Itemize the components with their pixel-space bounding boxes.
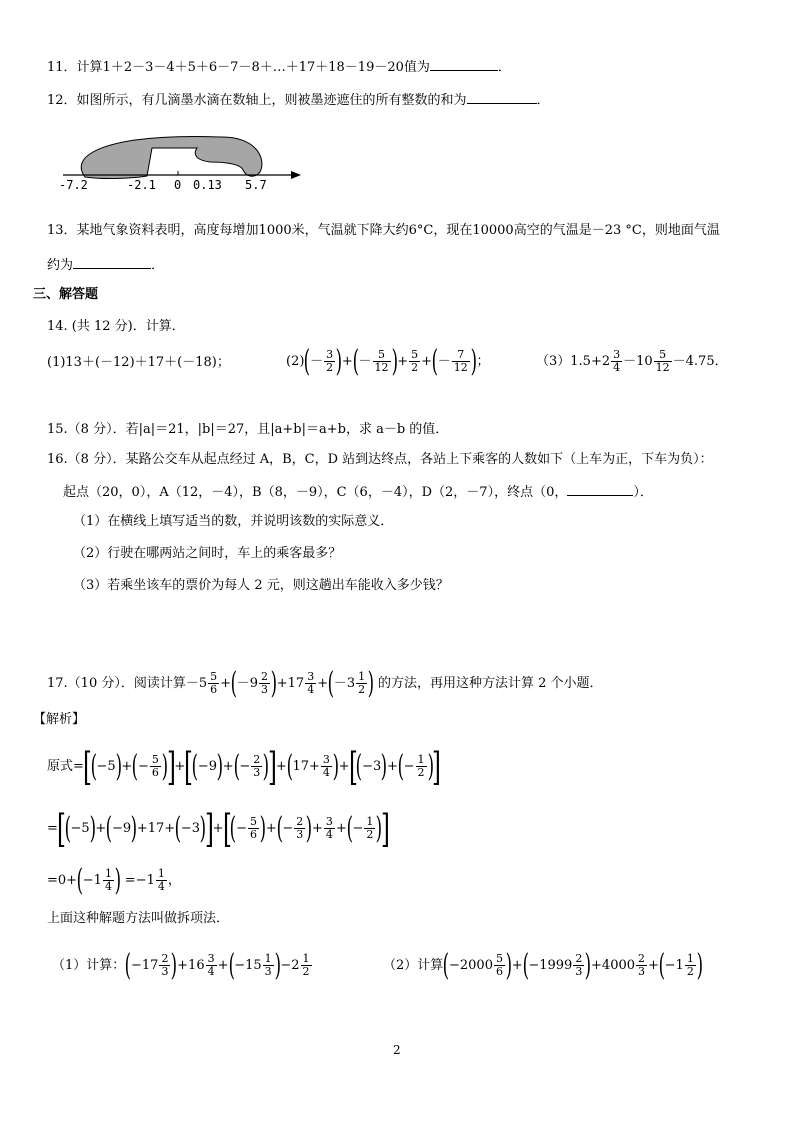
label-5-7: 5.7: [245, 178, 267, 192]
answer-blank: [567, 481, 633, 496]
arrow-head: [291, 171, 301, 179]
question-12: [47, 89, 550, 110]
punctuation: ．: [497, 60, 511, 75]
question-13-line2: [47, 254, 164, 275]
question-15: 15.（8 分）．若|a|＝21，|b|＝27，且|a+b|＝a+b，求 a－b 的值．: [47, 422, 449, 437]
analysis-label: 【解析】: [33, 712, 86, 727]
solution-line-3: =0+(−1 $\frac{1}{4}$ ) =−1 $\frac{1}{4}$ ，: [47, 862, 181, 898]
question-text: 17.（10 分）．阅读计算－5: [47, 676, 208, 691]
question-number: 12．: [47, 93, 77, 108]
q16-sub1: （1）在横线上填写适当的数，并说明该数的实际意义．: [73, 514, 394, 529]
page-number: 2: [393, 1043, 401, 1057]
punctuation: ）．: [633, 485, 653, 500]
question-16-head: 16.（8 分）．某路公交车从起点经过 A，B，C，D 站到达终点，各站上下乘客的人数如下（上车为正，下车为负）：: [47, 452, 713, 467]
question-13: [47, 222, 720, 240]
question-number: 11．: [47, 60, 77, 75]
punctuation: ．: [536, 93, 550, 108]
q14-part1: (1)13＋(－12)＋17＋(－18)；: [47, 355, 230, 370]
solution-line-1: 原式=[(−5)+(− $\frac{5}{6}$ )]+[(−9)+(− $\frac{2}{3}$ )]+(17+ $\frac{3}{4}$ )+[(−3)+(− $\frac{1}{2}$ )]: [47, 744, 442, 789]
punctuation: ．: [151, 258, 165, 273]
q17-part1: （1）计算：(−17 $\frac{2}{3}$ )+16 $\frac{3}{4}$ +(−15 $\frac{1}{3}$ )−2 $\frac{1}{2}$: [52, 947, 310, 983]
q17-part2: （2）计算(−2000 $\frac{5}{6}$ )+(−1999 $\frac{2}{3}$ )+4000 $\frac{2}{3}$ +(−1 $\frac{1}{2}$ ): [383, 947, 703, 983]
question-11: [47, 56, 511, 77]
answer-blank: [467, 89, 537, 104]
q14-part3: （3）1.5+2 $\frac{3}{4}$ －10 $\frac{5}{12}$ －4.75．: [536, 348, 728, 374]
question-text: 如图所示，有几滴墨水滴在数轴上，则被墨迹遮住的所有整数的和为: [76, 93, 467, 108]
question-number: 13．: [47, 223, 77, 238]
part-label: （1）计算：: [52, 958, 126, 973]
q14-part2: (2)(－ $\frac{3}{2}$ )+(－ $\frac{5}{12}$ )+ $\frac{5}{2}$ +(－ $\frac{7}{12}$ )；: [286, 343, 490, 379]
question-17-head: 17.（10 分）．阅读计算－5 $\frac{5}{6}$ +(－9 $\frac{2}{3}$ )+17 $\frac{3}{4}$ +(－3 $\frac{1}{2}$ ) 的方法，再用这种方法计算 2 个小题．: [47, 665, 603, 701]
method-note: 上面这种解题方法叫做拆项法．: [47, 911, 230, 926]
q16-sub3: （3）若乘坐该车的票价为每人 2 元，则这趟出车能收入多少钱？: [73, 578, 449, 593]
question-14-head: 14. (共 12 分)．计算．: [47, 319, 185, 334]
part-label: (2): [286, 354, 305, 369]
part-label: （2）计算: [383, 958, 444, 973]
question-text: 计算1＋2－3－4＋5＋6－7－8＋…＋17＋18－19－20值为: [76, 60, 430, 75]
punctuation: ；: [476, 354, 490, 369]
answer-blank: [73, 254, 151, 269]
label-0: 0: [174, 178, 182, 192]
solution-line-2: =[(−5)+(−9)+17+(−3)]+[(− $\frac{5}{6}$ )+(− $\frac{2}{3}$ )+ $\frac{3}{4}$ +(− $\frac{1}{2}$ )]: [47, 806, 390, 851]
question-16-data: [63, 481, 653, 502]
data-text: 起点（20，0），A（12，－4），B（8，－9），C（6，－4），D（2，－7），终点（0，: [63, 485, 568, 500]
question-text: 某地气象资料表明，高度每增加1000米，气温就下降大约6°C，现在10000高空的气温是－23 °C，则地面气温: [76, 223, 720, 238]
number-line-figure: [55, 128, 315, 194]
ink-blot: [81, 136, 262, 178]
question-text: 约为: [47, 258, 74, 273]
q16-sub2: （2）行驶在哪两站之间时，车上的乘客最多？: [73, 546, 342, 561]
solution-text: 原式=: [47, 759, 84, 774]
part-text: －4.75．: [672, 354, 728, 369]
question-text: 的方法，再用这种方法计算 2 个小题．: [377, 676, 603, 691]
label-neg-7-2: -7.2: [59, 178, 88, 192]
answer-blank: [430, 56, 498, 71]
part-text: －10: [623, 354, 653, 369]
section-heading: 三、解答题: [33, 287, 99, 302]
label-0-13: 0.13: [193, 178, 222, 192]
label-neg-2-1: -2.1: [127, 178, 156, 192]
part-text: （3）1.5+2: [536, 354, 611, 369]
